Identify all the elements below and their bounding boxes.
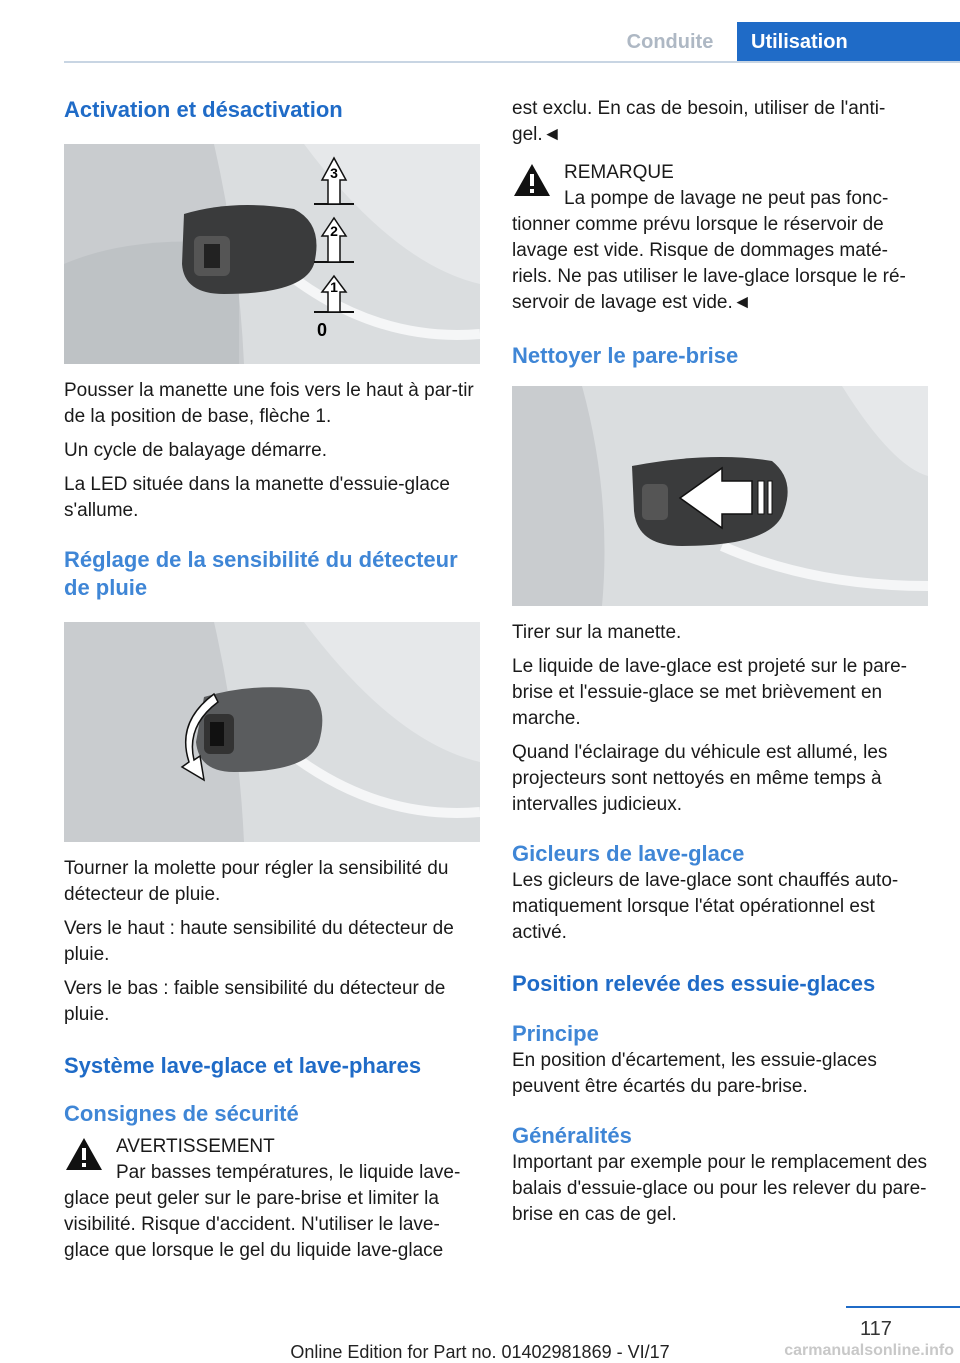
fig1-label-3: 3 [330, 165, 338, 181]
watermark: carmanualsonline.info [784, 1342, 954, 1359]
paragraph: Vers le haut : haute sensibilité du détecteur de pluie. [64, 918, 454, 965]
page-header [0, 0, 960, 64]
paragraph: Important par exemple pour le remplacement des balais d'essuie-glace ou pour les relever du pare-brise en cas de gel. [512, 1152, 928, 1225]
paragraph: En position d'écartement, les essuie-glaces peuvent être écartés du pare-brise. [512, 1050, 877, 1097]
warning-title: AVERTISSEMENT [116, 1136, 275, 1157]
heading-generalites: Généralités [512, 1123, 632, 1148]
heading-reglage: Réglage de la sensibilité du détecteur de pluie [64, 547, 458, 600]
paragraph: Quand l'éclairage du véhicule est allumé, les projecteurs sont nettoyés en même temps à intervalles judicieux. [512, 742, 888, 815]
heading-principe: Principe [512, 1021, 599, 1046]
paragraph: est exclu. En cas de besoin, utiliser de l'anti-gel.◄ [512, 98, 886, 145]
footer-edition: Online Edition for Part no. 01402981869 - VI/17 [290, 1342, 670, 1362]
warning-text: glace peut geler sur le pare-brise et limiter la visibilité. Risque d'accident. N'utiliser le lave-glace que lorsque le gel du liquide lave-glace [64, 1188, 444, 1261]
tab-utilisation[interactable]: Utilisation [737, 22, 960, 62]
note-title: REMARQUE [564, 162, 674, 183]
tab-conduite[interactable]: Conduite [626, 31, 714, 53]
paragraph: Le liquide de lave-glace est projeté sur le pare-brise et l'essuie-glace se met brièvement en marche. [512, 656, 908, 729]
note-text-line1: La pompe de lavage ne peut pas fonc- [564, 188, 889, 209]
fig1-label-0: 0 [316, 320, 328, 340]
warning-triangle-icon [64, 1136, 104, 1172]
paragraph: Vers le bas : faible sensibilité du détecteur de pluie. [64, 978, 446, 1025]
figure-wiper-lever-positions [64, 144, 480, 364]
figure-pull-lever [512, 386, 928, 606]
fig1-label-2: 2 [330, 223, 338, 239]
fig1-label-1: 1 [330, 279, 338, 295]
warning-triangle-icon [512, 162, 552, 198]
heading-systeme: Système lave-glace et lave-phares [64, 1053, 422, 1078]
note-block [512, 160, 928, 316]
paragraph: Tirer sur la manette. [512, 622, 682, 643]
paragraph: Un cycle de balayage démarre. [64, 440, 327, 461]
paragraph: Pousser la manette une fois vers le haut à par-tir de la position de base, flèche 1. [64, 380, 474, 427]
right-column [512, 96, 928, 1228]
heading-consignes: Consignes de sécurité [64, 1101, 299, 1126]
note-text: tionner comme prévu lorsque le réservoir de lavage est vide. Risque de dommages maté-riels. Ne pas utiliser le lave-glace lorsque le ré-servoir de lavage est vide.◄ [512, 214, 906, 313]
header-rule [64, 61, 960, 63]
warning-text-line1: Par basses températures, le liquide lave- [116, 1162, 461, 1183]
heading-activation: Activation et désactivation [64, 97, 343, 122]
footer-rule [846, 1306, 960, 1308]
heading-gicleurs: Gicleurs de lave-glace [512, 841, 745, 866]
warning-block [64, 1134, 480, 1264]
left-column [64, 96, 480, 1264]
figure-rain-sensor-wheel [64, 622, 480, 842]
paragraph: La LED située dans la manette d'essuie-glace s'allume. [64, 474, 450, 521]
heading-position: Position relevée des essuie-glaces [512, 971, 876, 996]
heading-nettoyer: Nettoyer le pare-brise [512, 343, 739, 368]
paragraph: Tourner la molette pour régler la sensibilité du détecteur de pluie. [64, 858, 449, 905]
page-number: 117 [860, 1318, 892, 1340]
paragraph: Les gicleurs de lave-glace sont chauffés auto-matiquement lorsque l'état opérationnel est activé. [512, 870, 899, 943]
